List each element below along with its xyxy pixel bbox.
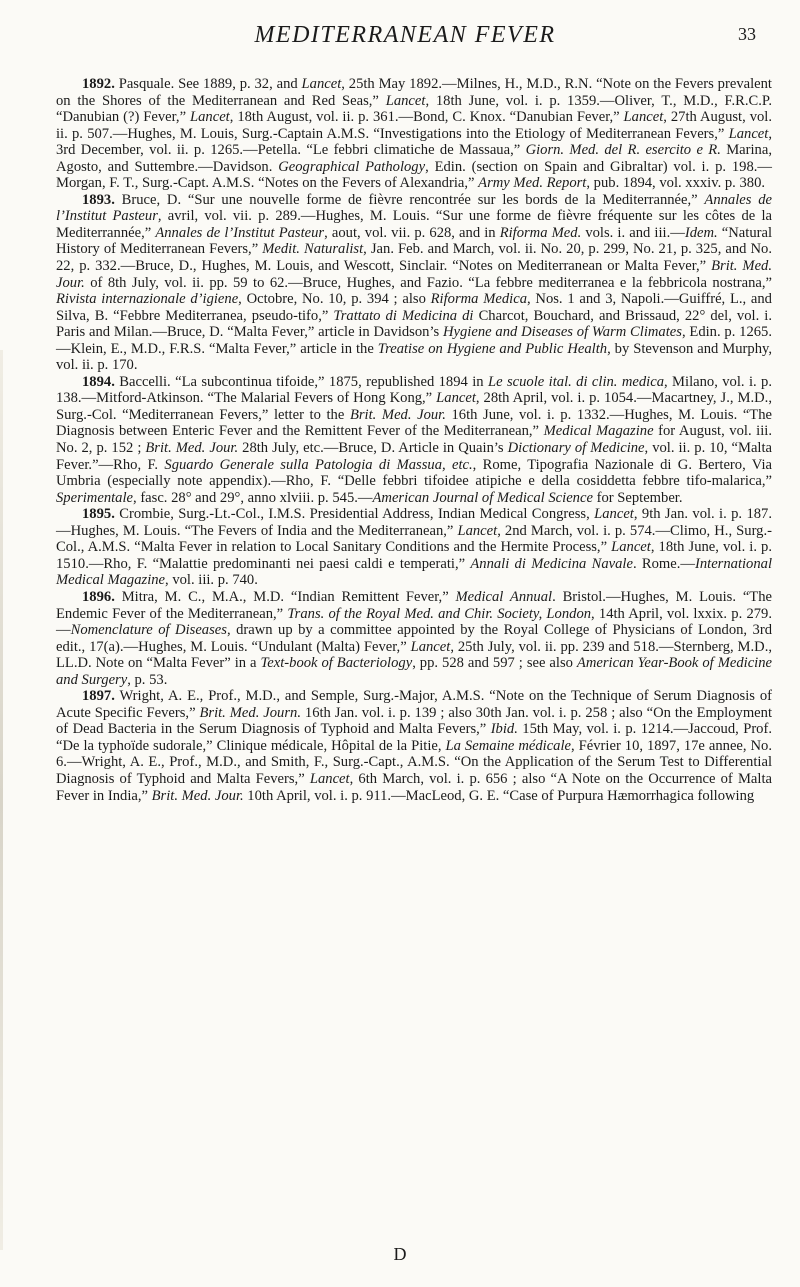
citation-italic: Lancet <box>611 539 651 556</box>
citation-text: , aout, vol. vii. p. 628, and in <box>324 224 500 241</box>
citation-text: , by Stevenson and Murphy, vol. ii. p. 170. <box>56 340 772 374</box>
citation-italic: Annales de l’Institut Pasteur <box>56 191 772 225</box>
citation-italic: Brit. Med. Jour. <box>145 440 239 457</box>
year-entry-1892 <box>56 76 772 192</box>
bibliography-text <box>56 76 772 804</box>
citation-italic: Treatise on Hygiene and Public Health <box>377 340 608 357</box>
entry-text <box>56 589 772 688</box>
citation-italic: Text-book of Bacteriology <box>260 655 413 672</box>
citation-italic: Annali di Medicina Navale <box>470 555 633 572</box>
citation-text: , 6th March, vol. i. p. 656 ; also “A Note on the Occurrence of Malta Fever in India,” <box>56 770 772 804</box>
citation-text: , p. 53. <box>127 671 168 688</box>
citation-text: 15th May, vol. i. p. 1214.—Jaccoud, Prof. “De la typhoïde sudorale,” Clinique médicale, Hôpital de la Pitie, <box>56 721 772 754</box>
citation-text: Baccelli. “La subcontinua tifoide,” 1875, republished 1894 in <box>119 373 488 390</box>
citation-italic: Nomenclature of Diseases <box>70 622 227 639</box>
citation-italic: Brit. Med. Jour. <box>151 787 244 804</box>
citation-text: 16th Jan. vol. i. p. 139 ; also 30th Jan. vol. i. p. 258 ; also “On the Employment of Dead Bacteria in the Serum Diagnosis of Typhoid and Malta Fevers,” <box>56 704 772 738</box>
citation-text: , 27th August, vol. ii. p. 507.—Hughes, M. Louis, Surg.-Captain A.M.S. “Investigations into the Etiology of Mediterranean Fevers,” <box>56 109 773 142</box>
citation-text: , Nos. 1 and 3, Napoli.—Guiffré, L., and Silva, B. “Febbre Mediterranea, pseudo-tifo,” <box>56 291 772 324</box>
entry-year: 1893. <box>82 191 115 208</box>
citation-italic: Le scuole ital. di clin. medica <box>487 373 664 390</box>
citation-text: , Février 10, 1897, 17e annee, No. 6.—Wright, A. E., Prof., M.D., and Smith, F., Surg.-Capt., A.M.S. “On the Application of the Serum Test to Differential Diagnosis of Typhoid and Malta Fevers,” <box>56 737 773 787</box>
citation-italic: Medit. Naturalist <box>262 241 364 258</box>
citation-text: , drawn up by a committee appointed by the Royal College of Physicians of London, 3rd edit., 17(a).—Hughes, M. Louis. “Undulant (Malta) Fever,” <box>56 622 773 655</box>
citation-italic: Lancet <box>385 92 426 109</box>
citation-italic: Lancet <box>309 770 350 787</box>
citation-italic: Annales de l’Institut Pasteur <box>155 224 325 241</box>
citation-text: , pub. 1894, vol. xxxiv. p. 380. <box>586 175 766 192</box>
citation-italic: Lancet <box>436 390 476 407</box>
citation-italic: Army Med. Report <box>478 175 587 192</box>
citation-italic: Brit. Med. Jour. <box>56 258 772 291</box>
citation-italic: Dictionary of Medicine <box>507 440 645 457</box>
citation-text: of 8th July, vol. ii. pp. 59 to 62.—Bruce, Hughes, and Fazio. “La febbre mediterranea e la febbricola nostrana,” <box>84 274 772 291</box>
citation-text: , 3rd December, vol. ii. p. 1265.—Petella. “Le febbri climatiche de Massaua,” <box>56 125 772 159</box>
citation-text: 28th July, etc.—Bruce, D. Article in Quain’s <box>238 440 508 457</box>
page-edge-shadow <box>0 350 3 1250</box>
citation-text: 10th April, vol. i. p. 911.—MacLeod, G. E. “Case of Purpura Hæmorrhagica following <box>243 787 755 804</box>
citation-italic: Ibid. <box>490 721 518 738</box>
citation-italic: Brit. Med. Journ. <box>199 704 301 721</box>
citation-text: . Bristol.—Hughes, M. Louis. “The Endemic Fever of the Mediterranean,” <box>56 588 772 622</box>
entry-year: 1896. <box>82 588 115 605</box>
citation-text: , vol. ii. p. 10, “Malta Fever.”—Rho, F. <box>56 440 773 473</box>
citation-italic: Idem. <box>684 224 718 241</box>
citation-text: , 2nd March, vol. i. p. 574.—Climo, H., Surg.-Col., A.M.S. “Malta Fever in relation to Local Sanitary Conditions and the Hermite Process,” <box>56 522 772 556</box>
citation-text: Wright, A. E., Prof., M.D., and Semple, Surg.-Major, A.M.S. “Note on the Technique of Serum Diagnosis of Acute Specific Fevers,” <box>56 688 772 721</box>
entry-text <box>56 76 772 191</box>
entry-text <box>56 506 772 588</box>
citation-text: , 18th June, vol. i. p. 1510.—Rho, F. “Malattie predominanti nei paesi caldi e temperati,” <box>56 539 772 572</box>
entry-year: 1892. <box>82 76 115 92</box>
entry-year: 1895. <box>82 506 115 523</box>
citation-italic: La Semaine médicale <box>445 737 572 754</box>
citation-italic: Riforma Medica <box>430 291 527 308</box>
citation-text: , Octobre, No. 10, p. 394 ; also <box>238 291 431 308</box>
entry-year: 1897. <box>82 688 115 705</box>
citation-text: for August, vol. iii. No. 2, p. 152 ; <box>56 423 772 457</box>
citation-italic: Trattato di Medicina di <box>333 307 474 324</box>
citation-text: , avril, vol. vii. p. 289.—Hughes, M. Louis. “Sur une forme de fièvre fréquente sur les côtes de la Mediterrannée,” <box>56 208 772 241</box>
citation-text: , Edin. (section on Spain and Gibraltar) vol. i. p. 198.—Morgan, F. T., Surg.-Capt. A.M.S. “Notes on the Fevers of Alexandria,” <box>56 158 772 192</box>
citation-text: , fasc. 28° and 29°, anno xlviii. p. 545.— <box>133 489 373 506</box>
page-number: 33 <box>738 24 756 44</box>
citation-text: Marina, Agosto, and Suttembre.—Davidson. <box>56 142 772 175</box>
citation-text: , pp. 528 and 597 ; see also <box>412 655 577 672</box>
citation-text: , vol. iii. p. 740. <box>165 572 258 589</box>
entry-text <box>56 374 772 506</box>
citation-text: , 9th Jan. vol. i. p. 187.—Hughes, M. Louis. “The Fevers of India and the Mediterranean,” <box>56 506 772 539</box>
citation-italic: Sperimentale <box>56 489 134 506</box>
citation-italic: Lancet <box>190 109 230 126</box>
citation-italic: Lancet <box>301 76 342 92</box>
citation-italic: International Medical Magazine <box>56 555 773 589</box>
citation-text: Charcot, Bouchard, and Brissaud, 22° del, vol. i. Paris and Milan.—Bruce, D. “Malta Fever,” article in Davidson’s <box>56 307 772 341</box>
citation-text: , 28th April, vol. i. p. 1054.—Macartney, J., M.D., Surg.-Col. “Mediterranean Fevers,” letter to the <box>56 390 772 423</box>
year-entry-1896 <box>56 589 772 688</box>
entry-year: 1894. <box>82 373 115 390</box>
citation-text: , Jan. Feb. and March, vol. ii. No. 20, p. 299, No. 21, p. 325, and No. 22, p. 332.—Bruce, D., Hughes, M. Louis, and Wescott, Sinclair. “Notes on Mediterranean or Malta Fever,” <box>56 241 772 275</box>
signature-mark: D <box>393 1244 407 1264</box>
citation-italic: Trans. of the Royal Med. and Chir. Society, London <box>287 605 592 622</box>
citation-text: , 18th June, vol. i. p. 1359.—Oliver, T., M.D., F.R.C.P. “Danubian (?) Fever,” <box>56 92 772 126</box>
citation-italic: Geographical Pathology <box>278 158 426 175</box>
citation-italic: Lancet <box>594 506 634 523</box>
citation-italic: Riforma Med. <box>499 224 582 241</box>
citation-text: Bruce, D. “Sur une nouvelle forme de fièvre rencontrée sur les bords de la Mediterrannée,” <box>121 191 705 208</box>
citation-italic: Hygiene and Diseases of Warm Climates <box>442 324 682 341</box>
citation-text: , Rome, Tipografia Nazionale di G. Bertero, Via Umbria (especially note appendix).—Rho, F. “Delle febbri tifoidee atipiche e della cosiddetta febbre tifo-malarica,” <box>56 456 772 490</box>
citation-italic: Lancet <box>457 522 498 539</box>
citation-italic: Rivista internazionale d’igiene <box>56 291 239 308</box>
citation-italic: Lancet <box>728 125 769 142</box>
year-entry-1893 <box>56 192 772 374</box>
citation-italic: American Journal of Medical Science <box>372 489 593 506</box>
citation-italic: Medical Magazine <box>543 423 654 440</box>
year-entry-1894 <box>56 374 772 506</box>
year-entry-1897 <box>56 688 772 804</box>
citation-italic: Brit. Med. Jour. <box>349 406 446 423</box>
citation-italic: American Year-Book of Medicine and Surgery <box>56 655 773 688</box>
citation-italic: Giorn. Med. del R. esercito e R. <box>525 142 721 159</box>
running-title: MEDITERRANEAN FEVER <box>254 22 556 48</box>
citation-text: , 14th April, vol. lxxix. p. 279.— <box>56 605 772 639</box>
citation-italic: Lancet <box>410 638 451 655</box>
citation-text: . Rome.— <box>632 555 695 572</box>
year-entry-1895 <box>56 506 772 589</box>
citation-text: vols. i. and iii.— <box>581 224 685 241</box>
citation-text: , 25th May 1892.—Milnes, H., M.D., R.N. “Note on the Fevers prevalent on the Shores of the Mediterranean and Red Seas,” <box>56 76 772 109</box>
citation-text: “Natural History of Mediterranean Fevers,” <box>56 224 773 258</box>
citation-text: , Milano, vol. i. p. 138.—Mitford-Atkinson. “The Malarial Fevers of Hong Kong,” <box>56 373 772 407</box>
citation-italic: Lancet <box>623 109 664 126</box>
citation-text: , Edin. p. 1265.—Klein, E., M.D., F.R.S. “Malta Fever,” article in the <box>56 324 772 357</box>
citation-text: Pasquale. See 1889, p. 32, and <box>118 76 302 92</box>
entry-text <box>56 192 772 373</box>
citation-text: Crombie, Surg.-Lt.-Col., I.M.S. Presidential Address, Indian Medical Congress, <box>119 506 595 523</box>
citation-italic: Medical Annual <box>455 588 553 605</box>
citation-text: Mitra, M. C., M.A., M.D. “Indian Remittent Fever,” <box>121 588 456 605</box>
citation-text: , 25th July, vol. ii. pp. 239 and 518.—Sternberg, M.D., LL.D. Note on “Malta Fever” in a <box>56 638 772 672</box>
citation-italic: Sguardo Generale sulla Patologia di Massua, etc. <box>164 456 473 473</box>
citation-text: , 18th August, vol. ii. p. 361.—Bond, C. Knox. “Danubian Fever,” <box>229 109 624 126</box>
entry-text <box>56 688 772 803</box>
citation-text: 16th June, vol. i. p. 1332.—Hughes, M. Louis. “The Diagnosis between Enteric Fever and the Remittent Fever of the Mediterranean,” <box>56 406 772 440</box>
citation-text: for September. <box>592 489 683 506</box>
